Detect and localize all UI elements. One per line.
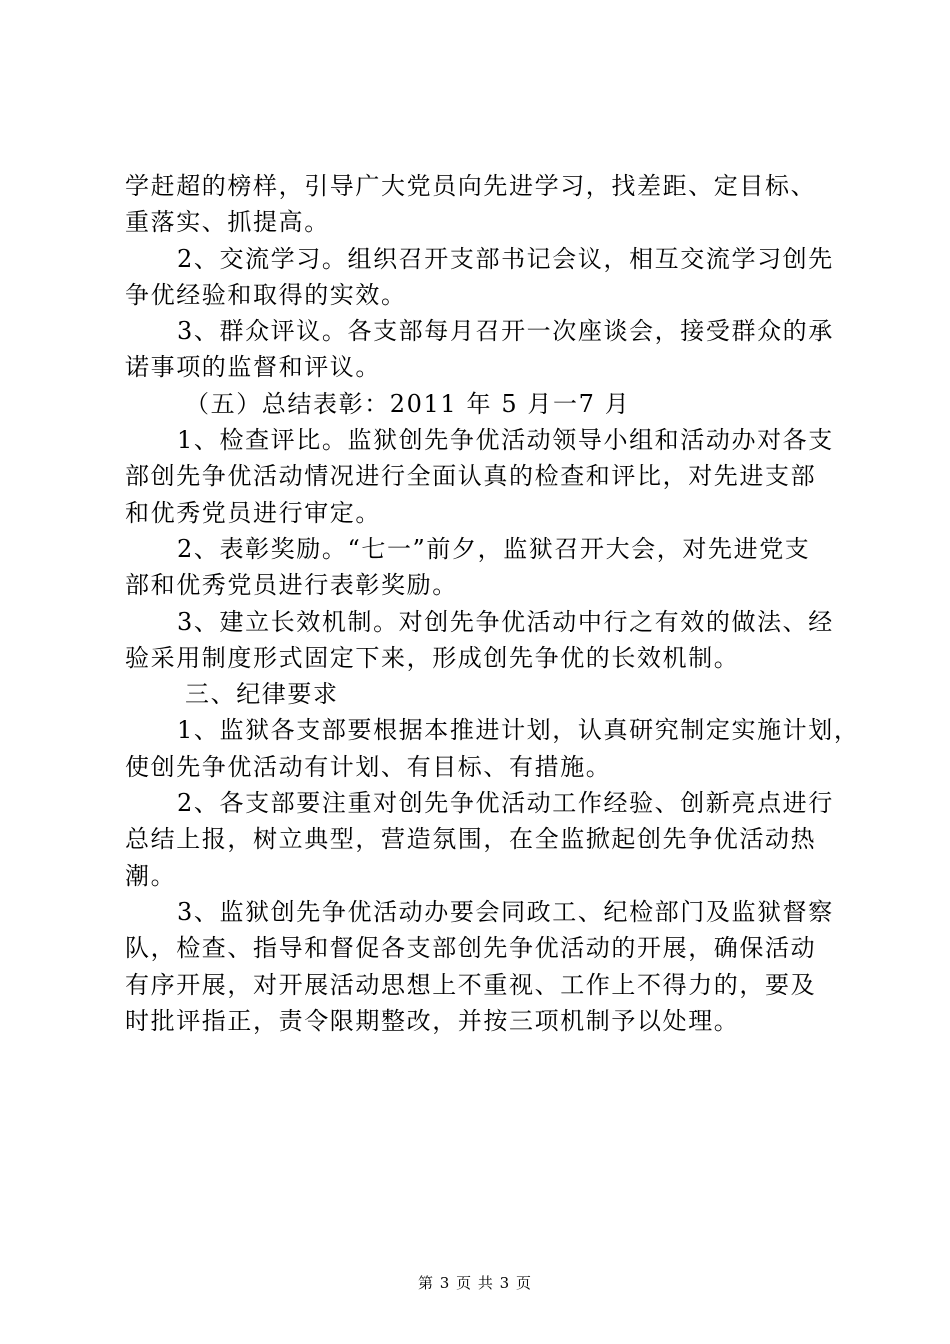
section-heading: 三、纪律要求 [185,680,339,709]
text-line: 争优经验和取得的实效。 [125,280,407,309]
text-line: 1、检查评比。监狱创先争优活动领导小组和活动办对各支 [177,426,834,455]
text-line: 学赶超的榜样，引导广大党员向先进学习，找差距、定目标、 [125,172,817,200]
text-line: 潮。 [125,861,177,890]
page-number-footer: 第 3 页 共 3 页 [418,1274,532,1292]
text-line: 总结上报，树立典型，营造氛围，在全监掀起创先争优活动热 [125,825,817,854]
text-line: 3、群众评议。各支部每月召开一次座谈会，接受群众的承 [177,317,834,346]
text-line: 3、监狱创先争优活动办要会同政工、纪检部门及监狱督察 [177,897,834,926]
text-line: 有序开展，对开展活动思想上不重视、工作上不得力的，要及 [125,970,817,999]
text-line: 1、监狱各支部要根据本推进计划，认真研究制定实施计划， [177,716,860,745]
section-heading: （五）总结表彰：2011 年 5 月一7 月 [185,389,631,418]
text-line: 2、表彰奖励。“七一”前夕，监狱召开大会，对先进党支 [177,534,811,563]
text-line: 2、交流学习。组织召开支部书记会议，相互交流学习创先 [177,244,834,273]
text-line: 诺事项的监督和评议。 [125,353,381,382]
document-body [125,168,860,1039]
text-line: 3、建立长效机制。对创先争优活动中行之有效的做法、经 [177,607,834,636]
text-line: 验采用制度形式固定下来，形成创先争优的长效机制。 [125,643,740,672]
text-line: 部创先争优活动情况进行全面认真的检查和评比，对先进支部 [125,462,817,491]
text-line: 重落实、抓提高。 [125,208,330,237]
text-line: 使创先争优活动有计划、有目标、有措施。 [125,752,612,781]
text-line: 和优秀党员进行审定。 [125,498,381,527]
text-line: 部和优秀党员进行表彰奖励。 [125,571,458,600]
text-line: 队，检查、指导和督促各支部创先争优活动的开展，确保活动 [125,934,817,963]
text-line: 时批评指正，责令限期整改，并按三项机制予以处理。 [125,1006,740,1035]
text-line: 2、各支部要注重对创先争优活动工作经验、创新亮点进行 [177,789,834,818]
